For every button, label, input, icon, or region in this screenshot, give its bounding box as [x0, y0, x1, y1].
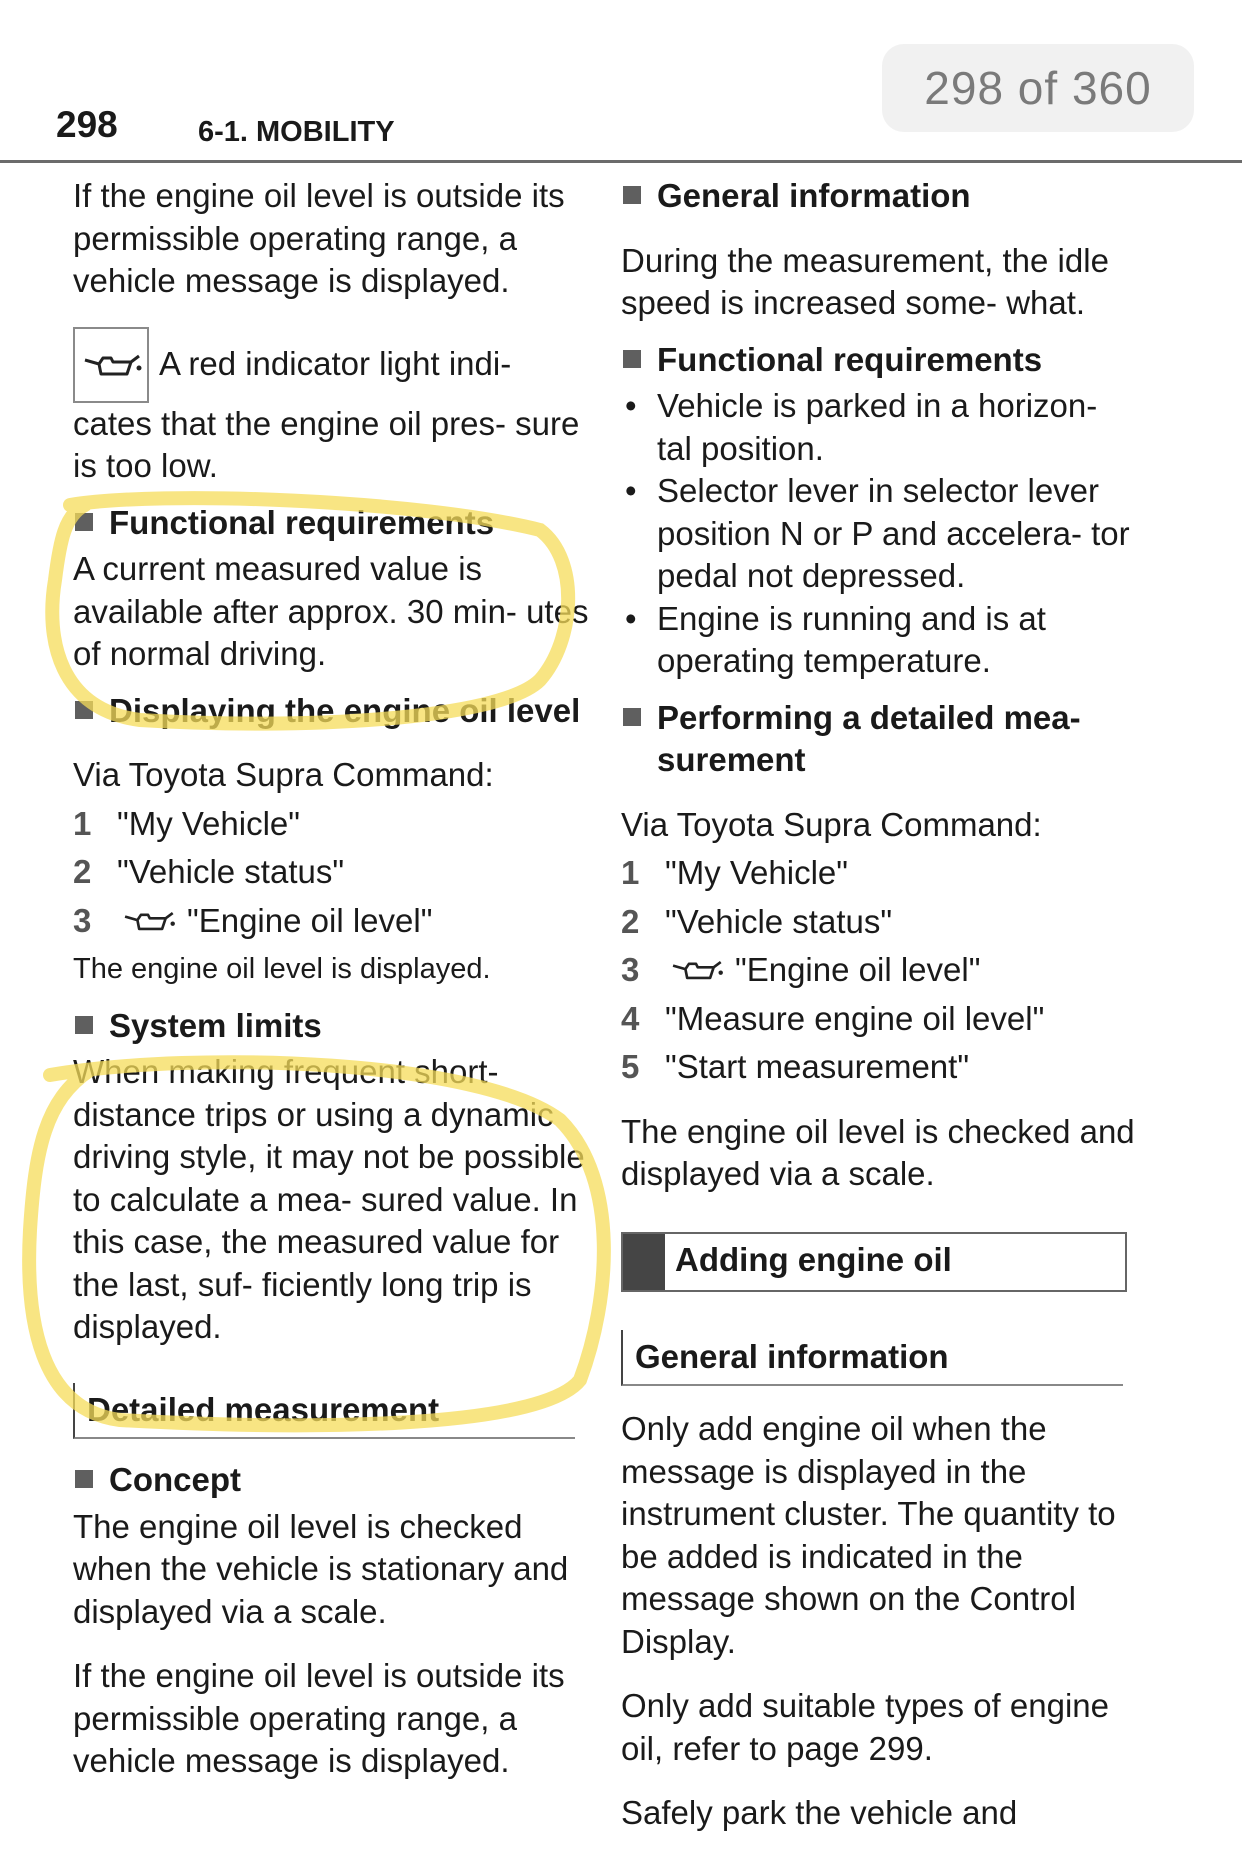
list-item [73, 803, 593, 846]
oil-can-icon [665, 955, 727, 985]
section-heading: Functional requirements [73, 502, 593, 545]
step-label: "Engine oil level" [187, 901, 433, 939]
header-rule [0, 160, 1242, 163]
list-item: • Vehicle is parked in a horizon- tal position. [621, 385, 1141, 470]
steps-list [73, 803, 593, 943]
step-number: 2 [621, 902, 640, 940]
paragraph: If the engine oil level is outside its permissible operating range, a vehicle message is displayed. [73, 177, 565, 299]
paragraph: When making frequent short-distance trips or using a dynamic driving style, it may not be possible to calculate a mea- sured value. In this case, the measured value for the last, suf- ficiently long trip is displayed. [73, 1053, 585, 1345]
section-heading: Displaying the engine oil level [73, 690, 593, 733]
step-label: "Measure engine oil level" [665, 999, 1045, 1037]
step-number: 3 [73, 901, 92, 939]
right-column [621, 175, 1141, 1835]
list-item [621, 1046, 1141, 1089]
heading-text: Adding engine oil [675, 1240, 952, 1278]
page-number: 298 [56, 104, 118, 145]
list-item [621, 852, 1141, 895]
step-number: 3 [621, 951, 640, 988]
page-counter: 298 of 360 [882, 44, 1194, 132]
section-heading: System limits [73, 1005, 593, 1048]
paragraph: Safely park the vehicle and [621, 1794, 1018, 1831]
bullet-list [621, 385, 1141, 683]
step-number: 5 [621, 1048, 640, 1085]
list-item [621, 949, 1141, 992]
step-number: 1 [621, 854, 640, 891]
oil-indicator-box [73, 327, 149, 403]
step-label: "My Vehicle" [665, 854, 848, 891]
paragraph: A current measured value is available after approx. 30 min- utes of normal driving. [73, 550, 589, 672]
step-label: "Vehicle status" [665, 902, 893, 940]
paragraph: Via Toyota Supra Command: [73, 756, 494, 793]
step-label: "My Vehicle" [117, 804, 300, 842]
list-item: • Engine is running and is at operating temperature. [621, 598, 1141, 683]
step-label: "Vehicle status" [117, 853, 345, 890]
step-label: "Start measurement" [665, 1048, 970, 1085]
section-heading: Concept [73, 1459, 593, 1502]
list-item: • Selector lever in selector lever position N or P and accelera- tor pedal not depressed. [621, 470, 1141, 598]
indicator-text: A red indicator light indi- [159, 345, 512, 383]
paragraph: The engine oil level is displayed. [73, 953, 491, 985]
section-heading: General information [621, 175, 1141, 218]
step-label: "Engine oil level" [735, 951, 981, 988]
list-item [73, 851, 593, 894]
step-number: 2 [73, 853, 92, 890]
adding-engine-oil-heading [621, 1232, 1127, 1292]
paragraph: During the measurement, the idle speed is increased some- what. [621, 241, 1109, 321]
oil-can-icon [79, 348, 143, 382]
list-item [73, 900, 593, 943]
paragraph: If the engine oil level is outside its permissible operating range, a vehicle message is displayed. [73, 1657, 565, 1779]
box-heading: General information [621, 1330, 1123, 1387]
list-item [621, 901, 1141, 944]
box-heading: Detailed measurement [73, 1383, 575, 1440]
step-number: 4 [621, 999, 640, 1037]
indicator-row [73, 327, 593, 403]
heading-bar [623, 1234, 665, 1290]
section-heading: Performing a detailed mea- surement [621, 697, 1141, 782]
paragraph: Only add suitable types of engine oil, refer to page 299. [621, 1687, 1109, 1767]
paragraph: Via Toyota Supra Command: [621, 805, 1042, 843]
paragraph: Only add engine oil when the message is displayed in the instrument cluster. The quantity to be added is indicated in the message shown on the Control Display. [621, 1410, 1116, 1660]
paragraph: cates that the engine oil pres- sure is too low. [73, 404, 580, 484]
chapter-title: 6-1. MOBILITY [198, 116, 395, 148]
step-number: 1 [73, 804, 92, 842]
paragraph: The engine oil level is checked and displayed via a scale. [621, 1112, 1135, 1192]
steps-list [621, 852, 1141, 1089]
section-heading: Functional requirements [621, 339, 1141, 382]
oil-can-icon [117, 906, 179, 936]
left-column [73, 175, 593, 1783]
list-item [621, 998, 1141, 1041]
paragraph: The engine oil level is checked when the vehicle is stationary and displayed via a scale. [73, 1507, 569, 1630]
